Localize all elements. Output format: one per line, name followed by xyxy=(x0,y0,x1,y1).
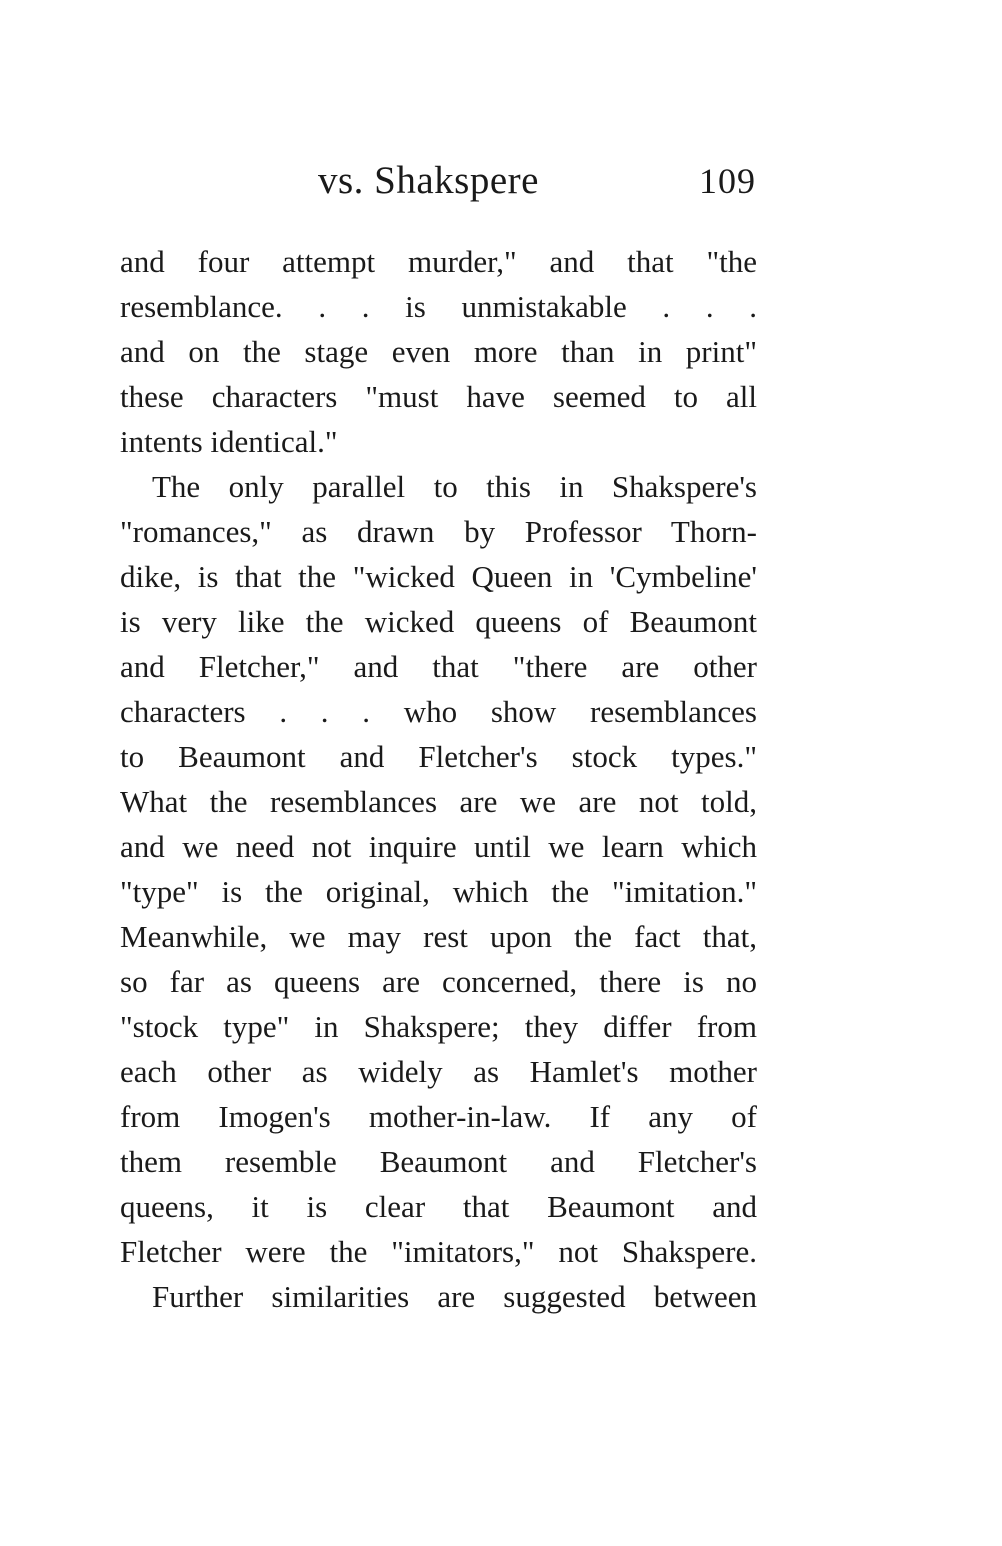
text-line: characters . . . who show resemblances xyxy=(120,694,757,729)
paragraph-1 xyxy=(120,239,757,464)
text-line: and Fletcher," and that "there are other xyxy=(120,649,757,684)
text-line: so far as queens are concerned, there is no xyxy=(120,964,757,999)
text-line: Meanwhile, we may rest upon the fact that, xyxy=(120,919,757,954)
text-line: What the resemblances are we are not told, xyxy=(120,784,757,819)
body-text xyxy=(120,239,757,1319)
text-line: The only parallel to this in Shakspere's xyxy=(152,469,757,504)
text-line: to Beaumont and Fletcher's stock types." xyxy=(120,739,757,774)
text-line: them resemble Beaumont and Fletcher's xyxy=(120,1144,757,1179)
text-line: "type" is the original, which the "imitation." xyxy=(120,874,757,909)
text-line: dike, is that the "wicked Queen in 'Cymbeline' xyxy=(120,559,757,594)
text-line: "romances," as drawn by Professor Thorn- xyxy=(120,514,757,549)
text-line: and we need not inquire until we learn which xyxy=(120,829,757,864)
text-line: from Imogen's mother-in-law. If any of xyxy=(120,1099,757,1134)
running-head xyxy=(120,156,760,206)
page-number: 109 xyxy=(699,161,756,201)
paragraph-3 xyxy=(120,1274,757,1319)
text-line: each other as widely as Hamlet's mother xyxy=(120,1054,757,1089)
text-line: queens, it is clear that Beaumont and xyxy=(120,1189,757,1224)
text-line: intents identical." xyxy=(120,424,338,459)
text-line: is very like the wicked queens of Beaumont xyxy=(120,604,757,639)
text-line: and on the stage even more than in print" xyxy=(120,334,757,369)
text-line: "stock type" in Shakspere; they differ from xyxy=(120,1009,757,1044)
paragraph-2 xyxy=(120,464,757,1274)
text-line: these characters "must have seemed to all xyxy=(120,379,757,414)
text-line: Fletcher were the "imitators," not Shakspere. xyxy=(120,1234,757,1269)
text-line: and four attempt murder," and that "the xyxy=(120,244,757,279)
text-line: Further similarities are suggested between xyxy=(152,1279,757,1314)
text-line: resemblance. . . is unmistakable . . . xyxy=(120,289,757,324)
running-title: vs. Shakspere xyxy=(318,159,539,202)
